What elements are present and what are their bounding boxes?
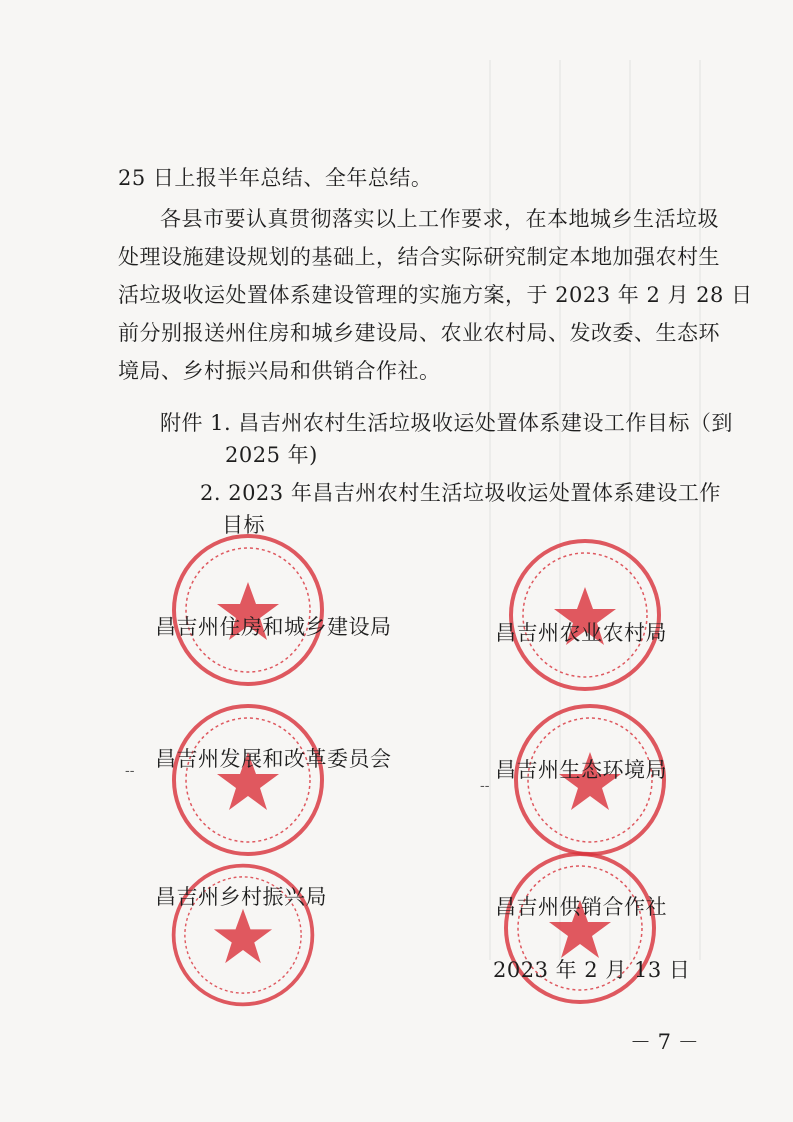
body-line: 各县市要认真贯彻落实以上工作要求，在本地城乡生活垃圾 (160, 207, 719, 231)
signatory-name: 昌吉州供销合作社 (495, 895, 667, 919)
attachment-line: 附件 1. 昌吉州农村生活垃圾收运处置体系建设工作目标（到 (160, 411, 733, 435)
attachment-line: 目标 (222, 513, 265, 537)
stray-mark: -‑ (125, 763, 135, 779)
attachment-line: 2025 年) (225, 443, 318, 467)
signatory-name: 昌吉州农业农村局 (495, 621, 667, 645)
body-line: 境局、乡村振兴局和供销合作社。 (118, 359, 441, 383)
page-number: － 7 － (630, 1030, 699, 1054)
body-line: 处理设施建设规划的基础上，结合实际研究制定本地加强农村生 (118, 245, 720, 269)
attachment-line: 2. 2023 年昌吉州农村生活垃圾收运处置体系建设工作 (200, 481, 721, 505)
signatory-name: 昌吉州乡村振兴局 (155, 885, 327, 909)
stray-mark: -‑ (480, 778, 490, 794)
body-line: 活垃圾收运处置体系建设管理的实施方案，于 2023 年 2 月 28 日 (118, 283, 753, 307)
signatory-name: 昌吉州住房和城乡建设局 (155, 615, 392, 639)
signatory-name: 昌吉州生态环境局 (495, 758, 667, 782)
official-seal (168, 700, 328, 860)
body-line: 前分别报送州住房和城乡建设局、农业农村局、发改委、生态环 (118, 321, 720, 345)
signatory-name: 昌吉州发展和改革委员会 (155, 747, 392, 771)
document-date: 2023 年 2 月 13 日 (493, 958, 691, 982)
official-seal (168, 530, 328, 690)
body-line: 25 日上报半年总结、全年总结。 (118, 166, 433, 190)
official-seal (505, 535, 665, 695)
